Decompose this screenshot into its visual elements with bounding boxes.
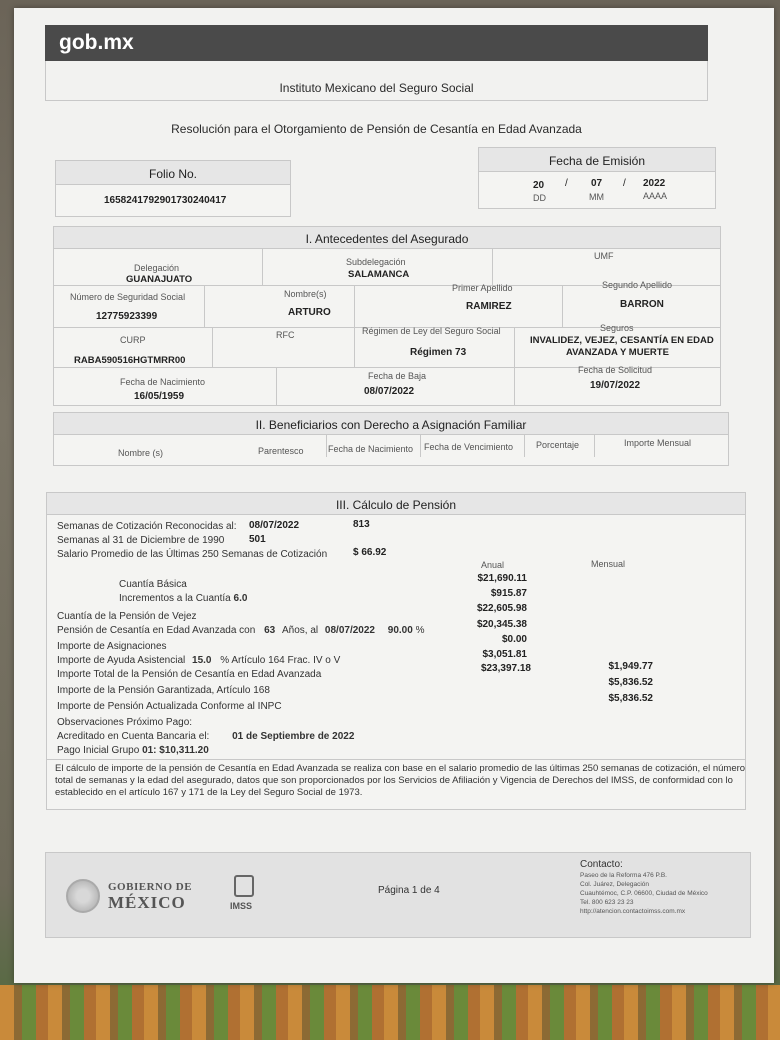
semanas-fecha: 08/07/2022 (249, 520, 300, 531)
cuantia-basica-row (119, 579, 187, 590)
section-beneficiarios (53, 412, 729, 466)
incrementos-anual: $915.87 (490, 588, 527, 599)
semanas-1990-label: Semanas al 31 de Diciembre de 1990 (57, 535, 225, 546)
gobierno-text-line1: GOBIERNO DE (108, 881, 193, 893)
acreditado-label: Acreditado en Cuenta Bancaria el: (57, 731, 210, 742)
total-row (57, 669, 321, 680)
beneficiarios-col-fecha-nacimiento: Fecha de Nacimiento (328, 444, 414, 454)
section-antecedentes (53, 226, 721, 406)
institute-row (45, 61, 708, 101)
seguros-value-line1: INVALIDEZ, VEJEZ, CESANTÍA EN EDAD (530, 335, 714, 346)
institute-name: Instituto Mexicano del Seguro Social (279, 81, 474, 95)
background-fabric (0, 985, 780, 1040)
ayuda-anual: $3,051.81 (482, 649, 527, 660)
gob-header-bar (45, 25, 708, 61)
emission-sep-1: / (565, 178, 568, 189)
total-anual: $23,397.18 (480, 663, 531, 674)
contacto-url[interactable]: http://atencion.contactoimss.com.mx (580, 908, 686, 915)
segundo-apellido-label: Segundo Apellido (602, 280, 673, 290)
solicitud-label: Fecha de Solicitud (578, 365, 653, 375)
seguros-label: Seguros (600, 323, 634, 333)
semanas-valor: 813 (353, 519, 370, 530)
seguros-value-line2: AVANZADA Y MUERTE (566, 347, 669, 358)
emission-month-label: MM (589, 192, 604, 202)
garantizada-mensual: $5,836.52 (608, 677, 653, 688)
delegacion-label: Delegación (134, 263, 180, 273)
contacto-line: Cuauhtémoc, C.P. 06600, Ciudad de México (580, 890, 708, 897)
col-divider (562, 285, 563, 327)
vejez-row (57, 611, 197, 622)
delegacion-value: GUANAJUATO (126, 274, 193, 285)
incrementos-pct: 6.0 (233, 593, 248, 604)
emission-day: 20 (533, 180, 545, 191)
emission-year: 2022 (643, 178, 666, 189)
contacto-line: Tel. 800 623 23 23 (580, 899, 634, 906)
ayuda-row (57, 655, 340, 666)
calculation-note: El cálculo de importe de la pensión de Cesantía en Edad Avanzada se realiza con base en el salario promedio de las últimas 250 semanas de cotización, el número total de semanas y la edad del asegurado, datos que son proporcionados por los Servicios de Afiliación y Vigencia de Derechos del IMSS, de conformidad con lo establecido en el artículo 167 y 171 de la Ley del Seguro Social de 1973. (55, 763, 746, 798)
emission-label: Fecha de Emisión (479, 148, 715, 172)
section3-title: III. Cálculo de Pensión (47, 493, 745, 515)
garantizada-row (57, 685, 270, 696)
cesantia-pct: 90.00 (387, 625, 413, 636)
beneficiarios-col-importe: Importe Mensual (624, 438, 692, 448)
contacto-line: Paseo de la Reforma 476 P.B. (580, 872, 667, 879)
semanas-1990-valor: 501 (249, 534, 266, 545)
anual-label: Anual (481, 560, 505, 570)
col-divider (326, 435, 327, 457)
beneficiarios-col-nombre: Nombre (s) (118, 448, 164, 458)
emission-month: 07 (591, 178, 603, 189)
folio-value: 1658241792901730240417 (104, 195, 227, 206)
total-mensual: $1,949.77 (608, 661, 653, 672)
contacto-line: Col. Juárez, Delegación (580, 881, 650, 888)
col-divider (276, 367, 277, 405)
acreditado-row (57, 731, 354, 742)
salario-valor: $ 66.92 (353, 547, 387, 558)
document-title: Resolución para el Otorgamiento de Pensión de Cesantía en Edad Avanzada (171, 122, 582, 136)
emission-sep-2: / (623, 178, 626, 189)
ayuda-label: Importe de Ayuda Asistencial (57, 655, 186, 666)
emission-day-label: DD (533, 193, 546, 203)
umf-label: UMF (594, 251, 614, 261)
row-divider (47, 759, 745, 760)
col-divider (420, 435, 421, 457)
nombre-label: Nombre(s) (284, 289, 327, 299)
col-divider (204, 285, 205, 327)
gobierno-logo (66, 879, 100, 913)
mensual-label: Mensual (591, 559, 626, 569)
acreditado-fecha: 01 de Septiembre de 2022 (232, 731, 355, 742)
semanas-label: Semanas de Cotización Reconocidas al: (57, 521, 237, 532)
pago-label: Pago Inicial Grupo (57, 745, 140, 756)
beneficiarios-col-fecha-vencimiento: Fecha de Vencimiento (424, 442, 514, 452)
cesantia-label: Pensión de Cesantía en Edad Avanzada con (57, 625, 256, 636)
inpc-label: Importe de Pensión Actualizada Conforme al INPC (57, 701, 282, 712)
salario-label: Salario Promedio de las Últimas 250 Semanas de Cotización (57, 549, 328, 560)
vejez-label: Cuantía de la Pensión de Vejez (57, 611, 197, 622)
cesantia-fecha: 08/07/2022 (324, 625, 375, 636)
total-label: Importe Total de la Pensión de Cesantía en Edad Avanzada (57, 669, 322, 680)
section-calculo (46, 492, 746, 810)
col-divider (492, 249, 493, 285)
rfc-label: RFC (276, 330, 295, 340)
cuantia-basica-anual: $21,690.11 (477, 573, 527, 584)
nss-label: Número de Seguridad Social (70, 292, 186, 302)
baja-label: Fecha de Baja (368, 371, 427, 381)
curp-value: RABA590516HGTMRR00 (74, 355, 186, 366)
col-divider (212, 327, 213, 367)
asignaciones-row (57, 641, 167, 652)
section1-title: I. Antecedentes del Asegurado (54, 227, 720, 249)
incrementos-row (119, 593, 247, 604)
beneficiarios-col-parentesco: Parentesco (258, 446, 304, 456)
vejez-anual: $22,605.98 (476, 603, 527, 614)
asignaciones-anual: $0.00 (501, 634, 527, 645)
salario-row (57, 549, 327, 560)
gob-brand[interactable]: gob.mx (59, 31, 134, 54)
primer-apellido-label: Primer Apellido (452, 283, 513, 293)
regimen-label: Régimen de Ley del Seguro Social (362, 326, 501, 336)
pago-row (57, 745, 209, 756)
garantizada-label: Importe de la Pensión Garantizada, Artículo 168 (57, 685, 270, 696)
asignaciones-label: Importe de Asignaciones (57, 641, 167, 652)
observaciones-row (57, 717, 192, 728)
contacto-label: Contacto: (580, 859, 623, 870)
cesantia-anual: $20,345.38 (476, 619, 527, 630)
nombre-value: ARTURO (288, 307, 331, 318)
cesantia-anos: Años, al (282, 625, 319, 636)
emission-box (478, 147, 716, 209)
nss-value: 12775923399 (96, 311, 158, 322)
regimen-value: Régimen 73 (410, 347, 467, 358)
primer-apellido-value: RAMIREZ (466, 301, 512, 312)
ayuda-ref: % Artículo 164 Frac. IV o V (220, 655, 341, 666)
baja-value: 08/07/2022 (364, 386, 415, 397)
subdelegacion-value: SALAMANCA (348, 269, 410, 280)
semanas-1990-row (57, 535, 224, 546)
imss-text: IMSS (230, 901, 253, 911)
folio-box (55, 160, 291, 217)
section2-title: II. Beneficiarios con Derecho a Asignación Familiar (54, 413, 728, 435)
observaciones-label: Observaciones Próximo Pago: (57, 717, 193, 728)
cesantia-row (57, 625, 424, 636)
emission-year-label: AAAA (643, 191, 668, 201)
incrementos-label: Incrementos a la Cuantía (119, 593, 231, 604)
inpc-row (57, 701, 282, 712)
col-divider (514, 327, 515, 405)
inpc-mensual: $5,836.52 (608, 693, 653, 704)
pago-valor: 01: $10,311.20 (142, 745, 209, 756)
cesantia-pct-sign: % (415, 625, 425, 636)
solicitud-value: 19/07/2022 (590, 380, 641, 391)
beneficiarios-col-porcentaje: Porcentaje (536, 440, 580, 450)
page-number: Página 1 de 4 (378, 885, 440, 896)
col-divider (354, 285, 355, 367)
semanas-row (57, 521, 237, 532)
ayuda-pct: 15.0 (192, 655, 212, 666)
gobierno-text-line2: MÉXICO (108, 893, 186, 912)
subdelegacion-label: Subdelegación (346, 257, 406, 267)
footer (45, 852, 751, 938)
imss-logo-icon (234, 875, 254, 897)
nacimiento-value: 16/05/1959 (134, 391, 185, 402)
cesantia-edad: 63 (264, 625, 276, 636)
folio-label: Folio No. (56, 161, 290, 185)
cuantia-basica-label: Cuantía Básica (119, 579, 187, 590)
col-divider (524, 435, 525, 457)
segundo-apellido-value: BARRON (620, 299, 664, 310)
nacimiento-label: Fecha de Nacimiento (120, 377, 206, 387)
col-divider (594, 435, 595, 457)
col-divider (262, 249, 263, 285)
curp-label: CURP (120, 335, 146, 345)
